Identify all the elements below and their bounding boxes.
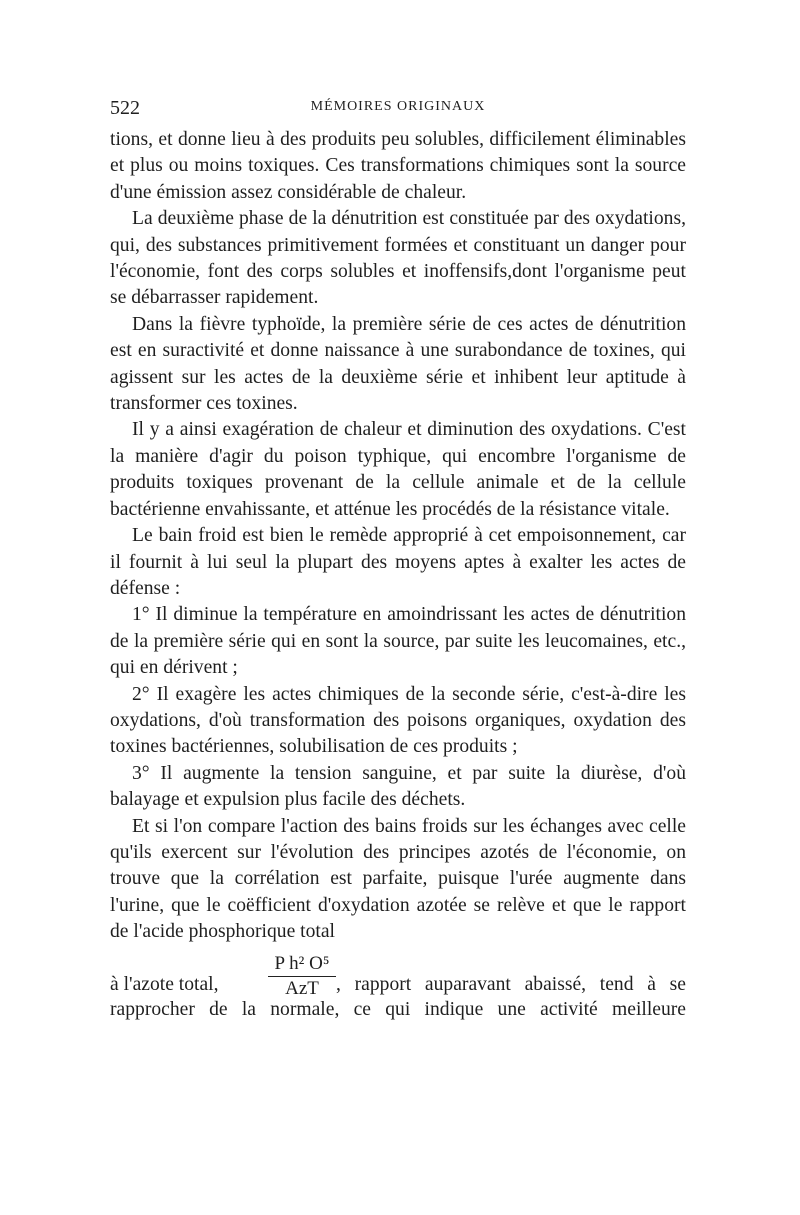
page-header <box>110 97 686 127</box>
paragraph-cold-bath: Le bain froid est bien le remède approprié à cet empoisonnement, car il fournit à lui seul la plupart des moyens aptes à exalter les actes de défense : <box>110 525 686 599</box>
running-head: MÉMOIRES ORIGINAUX <box>310 99 486 114</box>
paragraph-typhoid-fever: Dans la fièvre typhoïde, la première série de ces actes de dénutrition est en suractivité et donne naissance à une surabondance de toxines, qui agissent sur les actes de la deuxième série et inhibent leur aptitude à transformer ces toxines. <box>110 313 686 415</box>
page-number: 522 <box>110 97 140 119</box>
formula-lead-text: à l'azote total, <box>110 973 219 995</box>
list-item-oxidations: 2° Il exagère les actes chimiques de la seconde série, c'est-à-dire les oxydations, d'où transformation des poisons organiques, oxydation des toxines bactériennes, solubilisation de ces produits ; <box>110 683 686 758</box>
final-line: rapprocher de la normale, ce qui indique une activité meilleure <box>110 998 686 1020</box>
paragraph-continuation: tions, et donne lieu à des produits peu solubles, difficilement éliminables et plus ou moins toxiques. Ces transformations chimiques sont la source d'une émission assez considérable de chaleur. <box>110 129 686 203</box>
paragraph-oxidation-decrease: Il y a ainsi exagération de chaleur et diminution des oxydations. C'est la manière d'agir du poison typhique, qui encombre l'organisme de produits toxiques provenant de la cellule animale et de la cellule bactérienne envahissante, et atténue les procédés de la résistance vitale. <box>110 419 686 520</box>
formula-trailing-text: , rapport auparavant abaissé, tend à se <box>336 973 686 995</box>
formula-line <box>110 948 686 997</box>
list-item-temperature: 1° Il diminue la température en amoindrissant les actes de dénutrition de la première série qui en sont la source, par suite les leucomaines, etc., qui en dérivent ; <box>110 604 686 679</box>
fraction-numerator: P h² O⁵ <box>268 952 336 977</box>
paragraph-comparison: Et si l'on compare l'action des bains froids sur les échanges avec celle qu'ils exercent sur l'évolution des principes azotés de l'économie, on trouve que la corrélation est parfaite, puisque l'urée augmente dans l'urine, que le coëfficient d'oxydation azotée se relève et que le rapport de l'acide phosphorique total <box>110 815 686 943</box>
phosphoric-ratio-fraction <box>268 952 336 1001</box>
book-page <box>110 97 686 1023</box>
body-text <box>110 127 686 1023</box>
fraction-denominator: AzT <box>285 977 319 999</box>
paragraph-second-phase: La deuxième phase de la dénutrition est constituée par des oxydations, qui, des substances primitivement formées et constituant un danger pour l'économie, font des corps solubles et inoffensifs,dont l'organisme peut se débarrasser rapidement. <box>110 208 686 309</box>
list-item-diuresis: 3° Il augmente la tension sanguine, et par suite la diurèse, d'où balayage et expulsion plus facile des déchets. <box>110 762 686 811</box>
